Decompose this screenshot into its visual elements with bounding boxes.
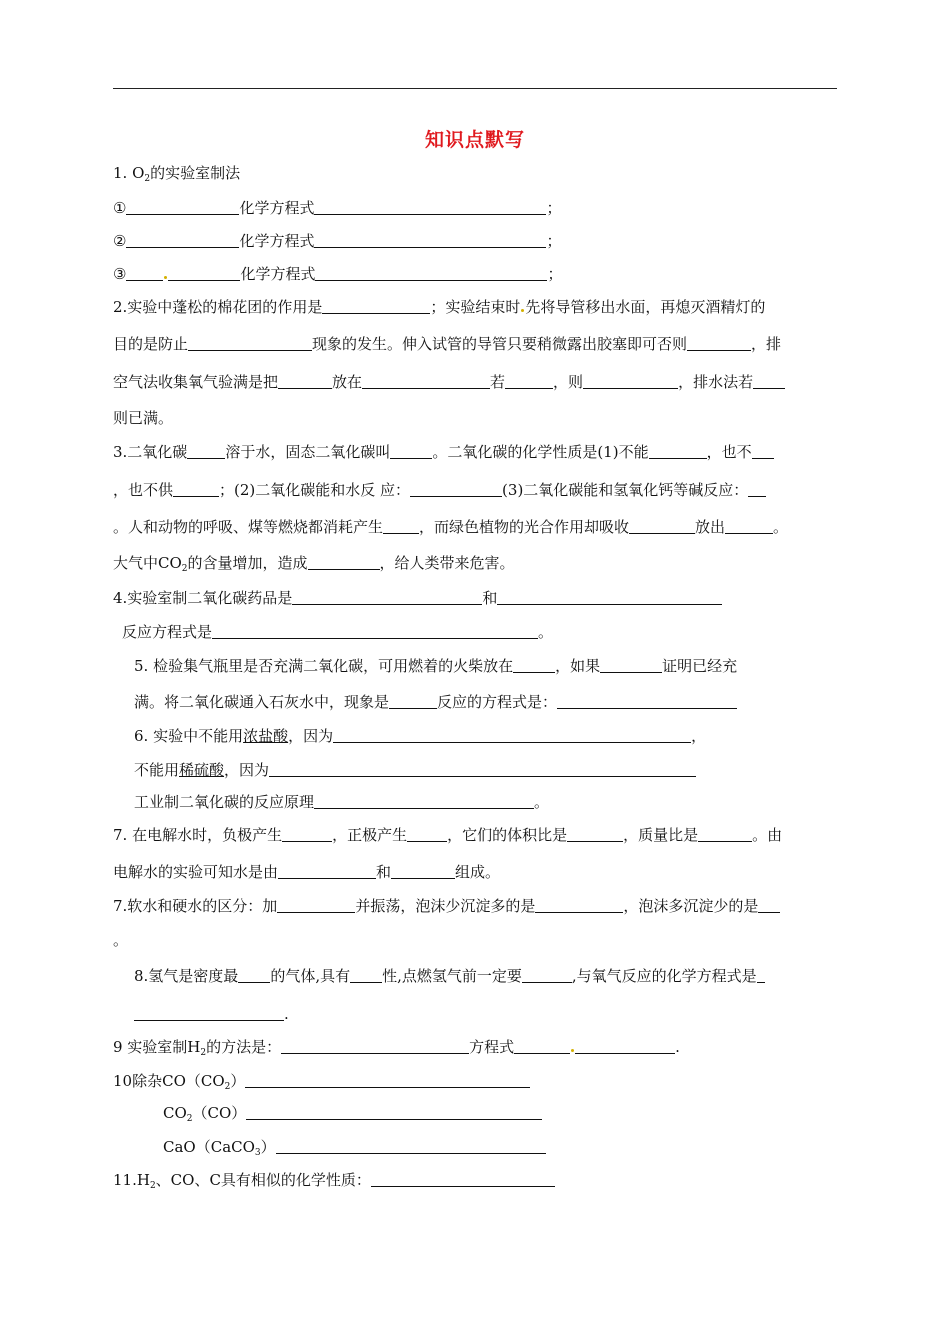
question-1-heading: 1. $O_2$的实验室制法 xyxy=(113,164,241,184)
question-2-line-1: 2.实验中蓬松的棉花团的作用是 ；实验结束时 先将导管移出水面，再熄灭酒精灯的 xyxy=(113,298,766,316)
blank[interactable] xyxy=(276,1138,546,1154)
question-4-line-2: 反应方程式是 。 xyxy=(122,623,554,641)
blank[interactable] xyxy=(383,518,419,534)
blank[interactable] xyxy=(407,826,447,842)
question-4-line-1: 4.实验室制二氧化碳药品是 和 xyxy=(113,588,722,608)
blank[interactable] xyxy=(362,373,490,389)
question-2-line-3: 空气法收集氧气验满是把 放在 若 ，则 ，排水法若 xyxy=(113,372,785,392)
question-10-line-1: 10除杂$CO(CO_2)$ xyxy=(113,1071,530,1091)
question-3-line-4: 大气中$CO_2$的含量增加，造成 ，给人类带来危害。 xyxy=(113,554,515,574)
question-10-line-2: $CO_2(CO)$ xyxy=(163,1103,542,1123)
blank[interactable] xyxy=(497,589,722,605)
question-2-line-2: 目的是防止 现象的发生。伸入试管的导管只要稍微露出胶塞即可否则 ，排 xyxy=(113,335,782,353)
blank[interactable] xyxy=(277,897,355,913)
blank[interactable] xyxy=(281,1038,469,1054)
blank[interactable] xyxy=(505,373,553,389)
question-5-line-1: 5. 检验集气瓶里是否充满二氧化碳，可用燃着的火柴放在 ，如果 证明已经充 xyxy=(134,657,738,675)
question-6-line-3: 工业制二氧化碳的反应原理 。 xyxy=(134,793,550,811)
blank[interactable] xyxy=(308,554,380,570)
question-3-line-2: ，也不供 ；(2)二氧化碳能和水反 应： (3)二氧化碳能和氢氧化钙等碱反应： xyxy=(113,480,766,500)
blank[interactable] xyxy=(513,657,555,673)
blank[interactable] xyxy=(187,443,225,459)
blank[interactable] xyxy=(371,1171,555,1187)
blank[interactable] xyxy=(292,589,482,605)
blank[interactable] xyxy=(758,897,780,913)
blank[interactable] xyxy=(575,1038,675,1054)
blank[interactable] xyxy=(629,518,695,534)
question-1-line-3: ③ 化学方程式 ； xyxy=(113,265,563,283)
question-10-line-3: CaO（CaCO$_3$） xyxy=(163,1137,546,1157)
blank[interactable] xyxy=(212,623,538,639)
blank[interactable] xyxy=(391,863,455,879)
blank[interactable] xyxy=(168,265,240,281)
question-9: 9 实验室制$H_2$的方法是： 方程式 . xyxy=(113,1038,680,1058)
blank[interactable] xyxy=(315,265,547,281)
blank[interactable] xyxy=(126,232,239,248)
header-rule xyxy=(113,88,837,89)
blank[interactable] xyxy=(314,232,546,248)
question-1-line-2: ② 化学方程式 ； xyxy=(113,232,562,250)
question-7a-line-2: 电解水的实验可知水是由 和 组成。 xyxy=(113,863,501,881)
blank[interactable] xyxy=(748,481,766,497)
blank[interactable] xyxy=(514,1038,570,1054)
blank[interactable] xyxy=(535,897,623,913)
blank[interactable] xyxy=(278,373,332,389)
blank[interactable] xyxy=(314,199,546,215)
blank[interactable] xyxy=(752,443,774,459)
blank[interactable] xyxy=(350,967,382,983)
blank[interactable] xyxy=(725,518,773,534)
blank[interactable] xyxy=(314,793,534,809)
question-3-line-3: 。人和动物的呼吸、煤等燃烧都消耗产生 ，而绿色植物的光合作用却吸收 放出 。 xyxy=(113,518,789,536)
question-8-line-1: 8.氢气是密度最 的气体,具有 性,点燃氢气前一定要 ,与氧气反应的化学方程式是 xyxy=(134,966,765,986)
question-8-line-2: . xyxy=(134,1004,289,1024)
blank[interactable] xyxy=(557,693,737,709)
question-11: $11.H_2$、CO、C具有相似的化学性质： xyxy=(113,1170,555,1190)
blank[interactable] xyxy=(269,761,696,777)
page-title: 知识点默写 xyxy=(424,129,525,151)
blank[interactable] xyxy=(567,826,623,842)
blank[interactable] xyxy=(322,298,430,314)
mark-dot xyxy=(571,1049,574,1052)
blank[interactable] xyxy=(687,335,751,351)
blank[interactable] xyxy=(188,335,312,351)
blank[interactable] xyxy=(245,1072,530,1088)
blank[interactable] xyxy=(757,967,765,983)
question-7a-line-1: 7. 在电解水时，负极产生 ，正极产生 ，它们的体积比是 ，质量比是 。由 xyxy=(113,826,783,844)
blank[interactable] xyxy=(246,1104,542,1120)
blank[interactable] xyxy=(126,199,239,215)
blank[interactable] xyxy=(390,443,432,459)
blank[interactable] xyxy=(282,826,332,842)
question-7b-line-2: 。 xyxy=(113,931,129,949)
blank[interactable] xyxy=(134,1005,284,1021)
blank[interactable] xyxy=(753,373,785,389)
blank[interactable] xyxy=(698,826,752,842)
blank[interactable] xyxy=(410,481,502,497)
blank[interactable] xyxy=(238,967,270,983)
blank[interactable] xyxy=(649,443,707,459)
question-6-line-1: 6. 实验中不能用浓盐酸，因为 ， xyxy=(134,727,707,745)
blank[interactable] xyxy=(333,727,691,743)
mark-dot xyxy=(521,309,524,312)
blank[interactable] xyxy=(583,373,678,389)
blank[interactable] xyxy=(173,481,219,497)
blank[interactable] xyxy=(522,967,572,983)
blank[interactable] xyxy=(278,863,376,879)
blank[interactable] xyxy=(389,693,437,709)
question-5-line-2: 满。将二氧化碳通入石灰水中，现象是 反应的方程式是： xyxy=(134,692,737,712)
question-1-line-1: ① 化学方程式 ； xyxy=(113,199,562,217)
mark-dot xyxy=(164,276,167,279)
question-2-line-4: 则已满。 xyxy=(113,409,174,427)
blank[interactable] xyxy=(600,657,662,673)
question-6-line-2: 不能用稀硫酸，因为 xyxy=(134,760,696,780)
blank[interactable] xyxy=(126,265,163,281)
question-3-line-1: 3.二氧化碳 溶于水，固态二氧化碳叫 。二氧化碳的化学性质是(1)不能 ，也不 xyxy=(113,442,774,462)
question-7b-line-1: 7.软水和硬水的区分：加 并振荡，泡沫少沉淀多的是 ，泡沫多沉淀少的是 xyxy=(113,896,780,916)
